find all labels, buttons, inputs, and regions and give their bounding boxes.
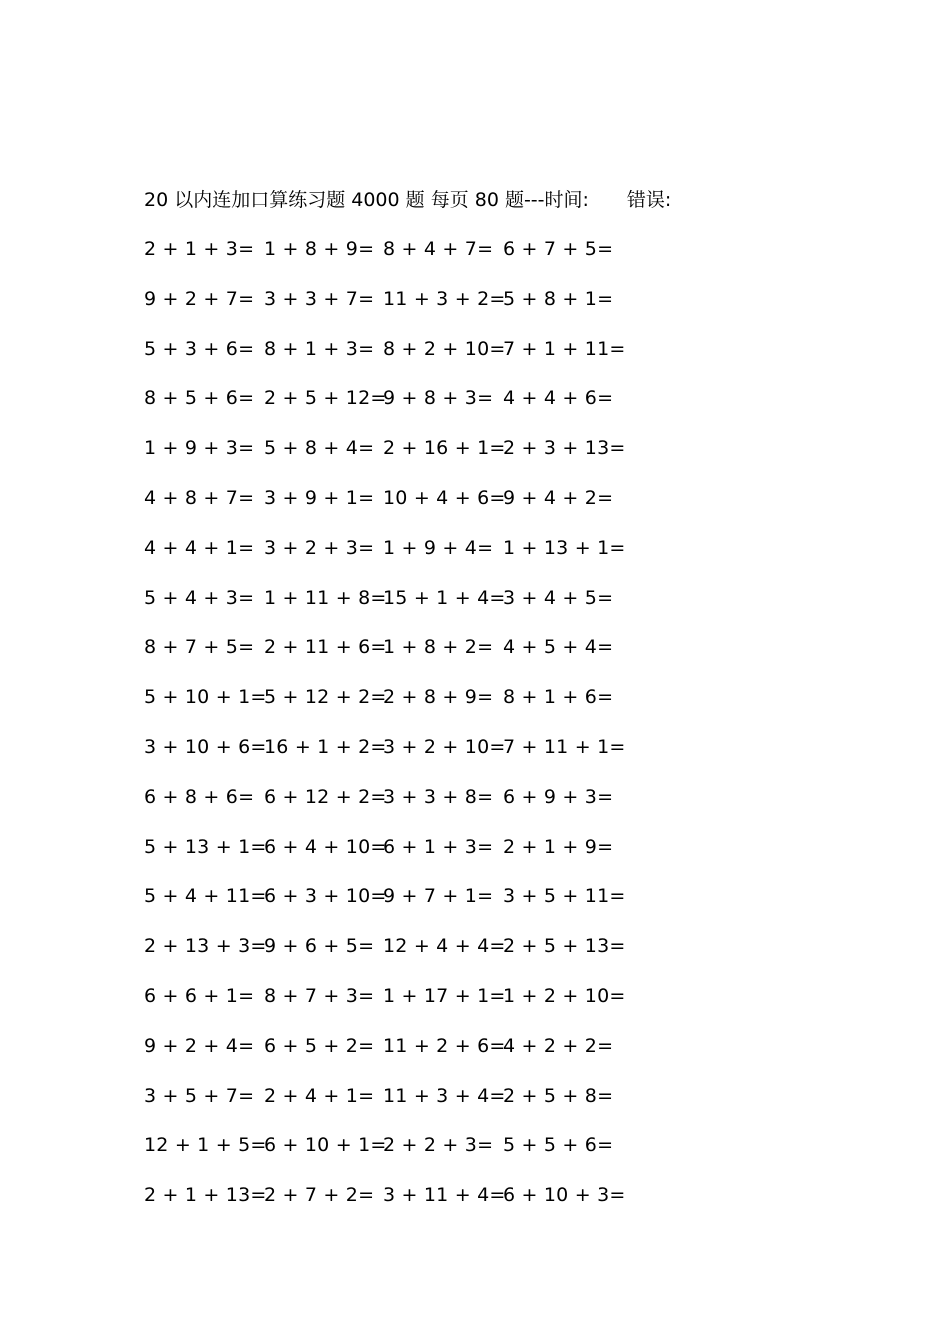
problem-item: 6 + 12 + 2= — [264, 785, 387, 808]
problem-item: 1 + 17 + 1= — [383, 984, 506, 1007]
problem-row — [144, 833, 644, 883]
problem-item: 5 + 13 + 1= — [144, 835, 267, 858]
problem-item: 1 + 8 + 2= — [383, 636, 494, 659]
problem-item: 7 + 1 + 11= — [503, 337, 626, 360]
problem-item: 12 + 4 + 4= — [383, 935, 506, 958]
problem-item: 8 + 2 + 10= — [383, 337, 506, 360]
problem-item: 1 + 9 + 4= — [383, 536, 494, 559]
problem-item: 9 + 2 + 7= — [144, 287, 255, 310]
problem-item: 5 + 3 + 6= — [144, 337, 255, 360]
problem-item: 5 + 4 + 11= — [144, 885, 267, 908]
problem-item: 8 + 7 + 5= — [144, 636, 255, 659]
problem-item: 6 + 1 + 3= — [383, 835, 494, 858]
worksheet-title: 20 以内连加口算练习题 4000 题 每页 80 题---时间: — [144, 189, 589, 211]
problem-row — [144, 932, 644, 982]
problem-item: 4 + 8 + 7= — [144, 486, 255, 509]
problem-item: 16 + 1 + 2= — [264, 735, 387, 758]
problem-row — [144, 434, 644, 484]
problem-item: 2 + 1 + 3= — [144, 238, 255, 260]
problem-item: 3 + 3 + 8= — [383, 785, 494, 808]
problem-item: 1 + 2 + 10= — [503, 984, 626, 1007]
problem-row — [144, 733, 644, 783]
problem-item: 4 + 5 + 4= — [503, 636, 614, 659]
problem-item: 3 + 10 + 6= — [144, 735, 267, 758]
problem-item: 6 + 6 + 1= — [144, 984, 255, 1007]
problem-row — [144, 285, 644, 335]
problem-item: 2 + 1 + 9= — [503, 835, 614, 858]
problem-item: 2 + 5 + 13= — [503, 935, 626, 958]
problem-item: 2 + 7 + 2= — [264, 1184, 375, 1207]
problem-item: 2 + 1 + 13= — [144, 1184, 267, 1207]
problem-item: 3 + 3 + 7= — [264, 287, 375, 310]
problem-item: 9 + 4 + 2= — [503, 486, 614, 509]
problem-item: 1 + 8 + 9= — [264, 238, 375, 260]
problem-row — [144, 335, 644, 385]
problem-item: 3 + 2 + 3= — [264, 536, 375, 559]
problem-item: 2 + 16 + 1= — [383, 437, 506, 460]
problem-item: 9 + 2 + 4= — [144, 1034, 255, 1057]
problem-item: 6 + 9 + 3= — [503, 785, 614, 808]
problem-row — [144, 1032, 644, 1082]
problem-item: 3 + 2 + 10= — [383, 735, 506, 758]
problem-row — [144, 783, 644, 833]
problem-item: 2 + 11 + 6= — [264, 636, 387, 659]
problem-item: 2 + 2 + 3= — [383, 1134, 494, 1157]
worksheet-header — [144, 186, 671, 214]
problem-item: 2 + 13 + 3= — [144, 935, 267, 958]
problem-item: 8 + 1 + 6= — [503, 686, 614, 709]
problem-item: 8 + 1 + 3= — [264, 337, 375, 360]
problem-item: 5 + 12 + 2= — [264, 686, 387, 709]
problem-row — [144, 882, 644, 932]
problem-item: 2 + 8 + 9= — [383, 686, 494, 709]
problem-grid — [144, 235, 644, 1231]
problem-item: 3 + 9 + 1= — [264, 486, 375, 509]
problem-item: 6 + 4 + 10= — [264, 835, 387, 858]
problem-item: 1 + 13 + 1= — [503, 536, 626, 559]
problem-item: 9 + 6 + 5= — [264, 935, 375, 958]
problem-item: 11 + 2 + 6= — [383, 1034, 506, 1057]
problem-item: 9 + 8 + 3= — [383, 387, 494, 410]
problem-item: 4 + 4 + 1= — [144, 536, 255, 559]
problem-row — [144, 1131, 644, 1181]
problem-item: 5 + 8 + 1= — [503, 287, 614, 310]
problem-item: 11 + 3 + 2= — [383, 287, 506, 310]
problem-item: 15 + 1 + 4= — [383, 586, 506, 609]
problem-item: 6 + 5 + 2= — [264, 1034, 375, 1057]
problem-item: 3 + 5 + 7= — [144, 1084, 255, 1107]
problem-row — [144, 584, 644, 634]
problem-row — [144, 534, 644, 584]
problem-item: 2 + 5 + 12= — [264, 387, 387, 410]
problem-item: 4 + 2 + 2= — [503, 1034, 614, 1057]
problem-item: 3 + 4 + 5= — [503, 586, 614, 609]
problem-item: 1 + 11 + 8= — [264, 586, 387, 609]
problem-row — [144, 1181, 644, 1231]
problem-item: 8 + 5 + 6= — [144, 387, 255, 410]
problem-row — [144, 633, 644, 683]
problem-item: 5 + 10 + 1= — [144, 686, 267, 709]
problem-item: 6 + 8 + 6= — [144, 785, 255, 808]
problem-row — [144, 384, 644, 434]
problem-row — [144, 982, 644, 1032]
problem-item: 10 + 4 + 6= — [383, 486, 506, 509]
problem-item: 4 + 4 + 6= — [503, 387, 614, 410]
problem-row — [144, 235, 644, 285]
problem-item: 12 + 1 + 5= — [144, 1134, 267, 1157]
problem-item: 6 + 10 + 1= — [264, 1134, 387, 1157]
problem-row — [144, 683, 644, 733]
problem-item: 5 + 4 + 3= — [144, 586, 255, 609]
problem-item: 6 + 3 + 10= — [264, 885, 387, 908]
problem-row — [144, 1082, 644, 1132]
errors-label: 错误: — [626, 189, 672, 211]
problem-item: 2 + 3 + 13= — [503, 437, 626, 460]
problem-item: 6 + 10 + 3= — [503, 1184, 626, 1207]
problem-item: 3 + 5 + 11= — [503, 885, 626, 908]
problem-item: 1 + 9 + 3= — [144, 437, 255, 460]
problem-item: 11 + 3 + 4= — [383, 1084, 506, 1107]
problem-item: 2 + 4 + 1= — [264, 1084, 375, 1107]
problem-item: 7 + 11 + 1= — [503, 735, 626, 758]
problem-item: 2 + 5 + 8= — [503, 1084, 614, 1107]
problem-item: 9 + 7 + 1= — [383, 885, 494, 908]
problem-item: 8 + 7 + 3= — [264, 984, 375, 1007]
problem-item: 5 + 8 + 4= — [264, 437, 375, 460]
problem-item: 6 + 7 + 5= — [503, 238, 614, 260]
problem-row — [144, 484, 644, 534]
problem-item: 8 + 4 + 7= — [383, 238, 494, 260]
problem-item: 3 + 11 + 4= — [383, 1184, 506, 1207]
problem-item: 5 + 5 + 6= — [503, 1134, 614, 1157]
